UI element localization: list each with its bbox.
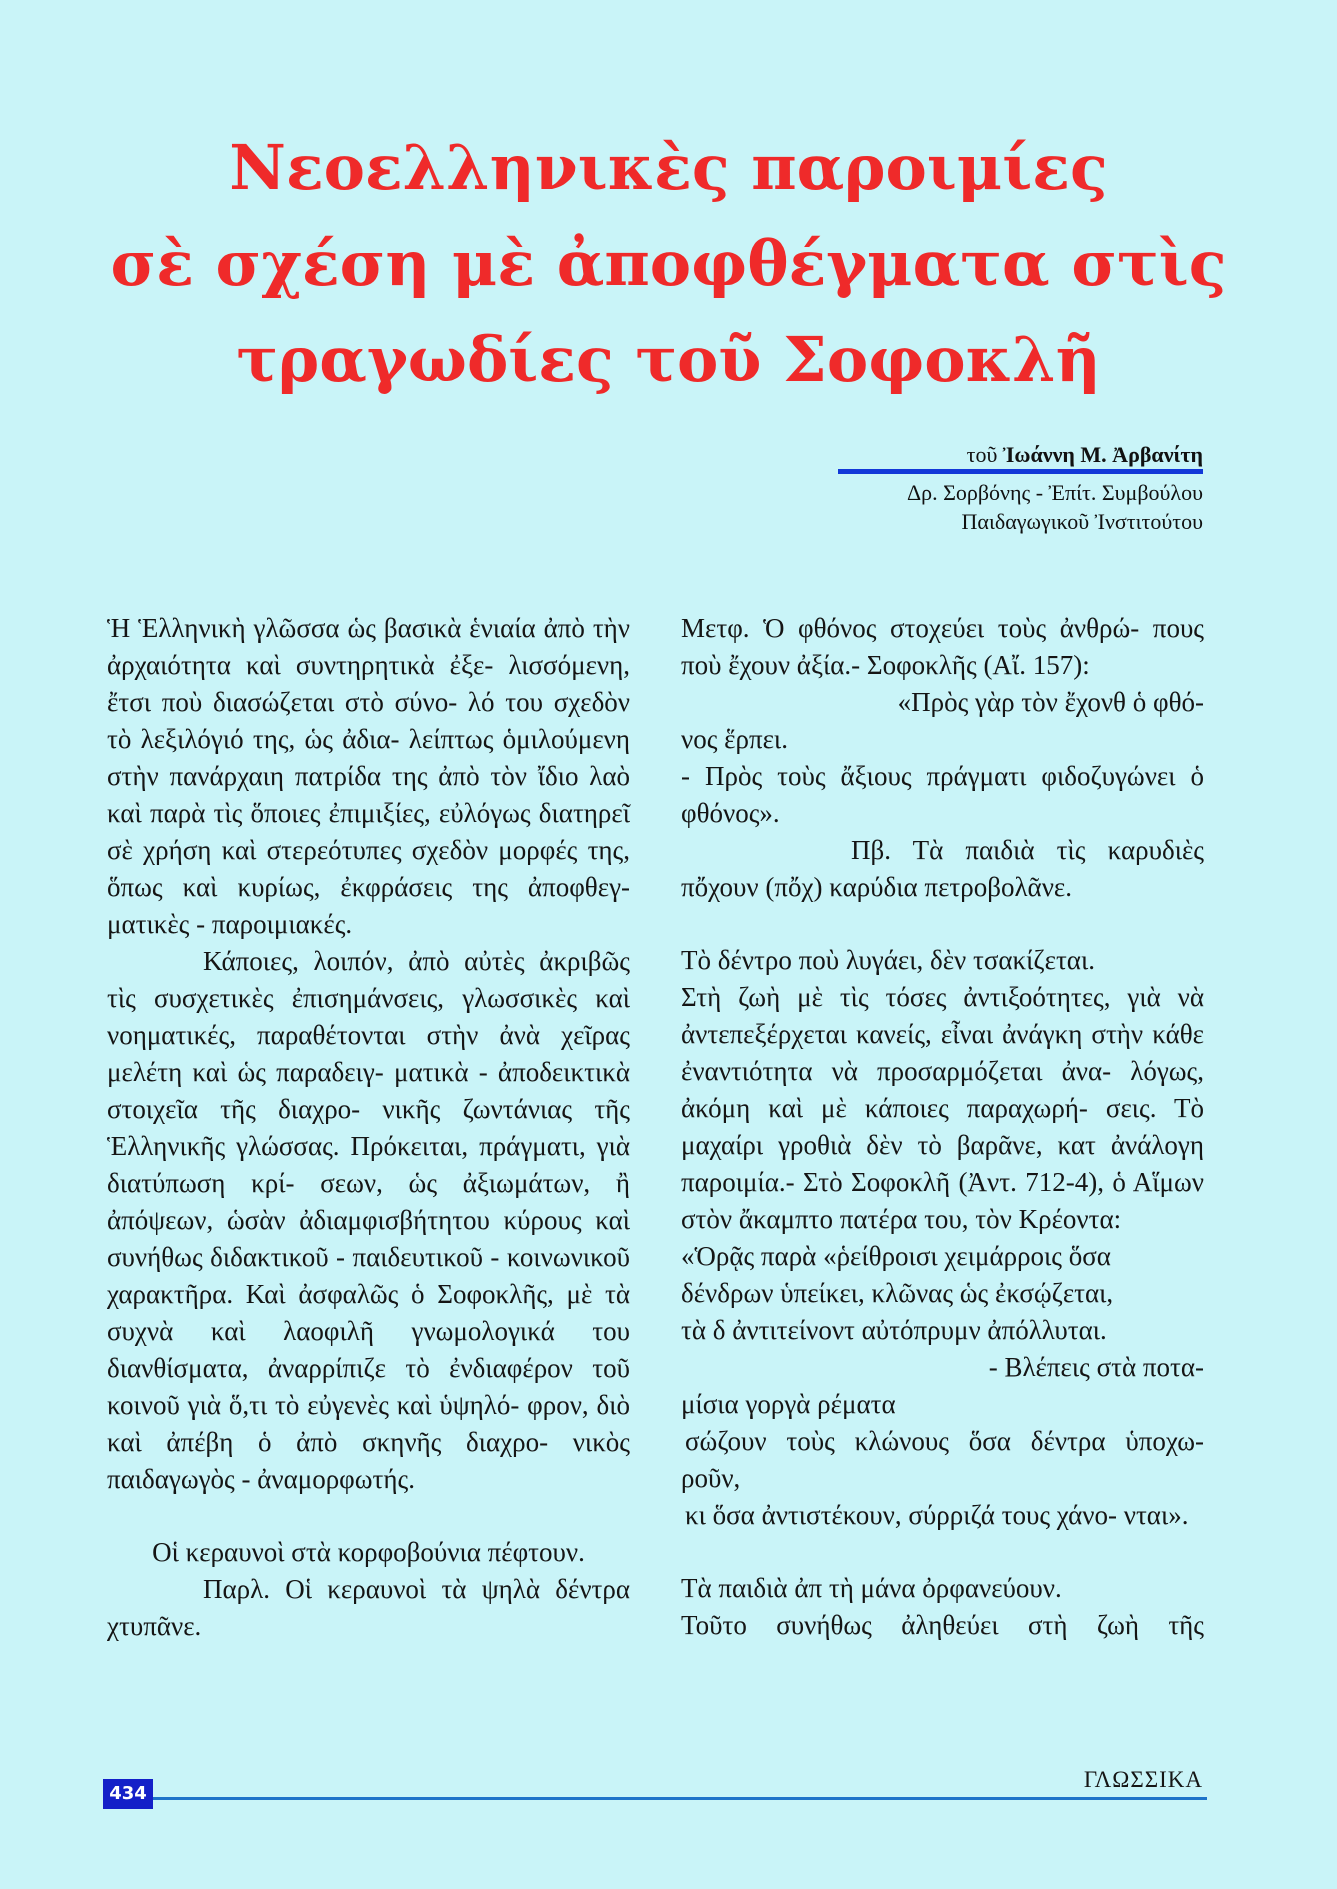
translation-1: Μετφ. Ὁ φθόνος στοχεύει τοὺς ἀνθρώ- πους ποὺ ἔχουν ἀξία.- Σοφοκλῆς (Αἴ. 157): [681,613,1204,680]
proverb-heading-3: Τὰ παιδιὰ ἀπ τὴ μάνα ὀρφανεύουν. [681,1573,1062,1603]
quote-2-line-2: δένδρων ὑπείκει, κλῶνας ὡς ἐκσῴζεται, [681,1278,1114,1308]
proverb-heading-1: Οἱ κεραυνοὶ στὰ κορφοβούνια πέφτουν. [152,1537,585,1567]
quote-2-translation-3: σώζουν τοὺς κλώνους ὅσα δέντρα ὑποχω- ροῦν, [681,1426,1204,1493]
footer-rule [105,1797,1207,1800]
quote-1-line-2: νος ἕρπει. [681,724,788,754]
right-column [681,610,1204,1644]
byline [907,440,1203,536]
paragraph-orphans: Τοῦτο συνήθως ἀληθεύει στὴ ζωὴ τῆς [681,1610,1204,1640]
article-title [0,120,1337,408]
parallel-proverb: Πβ. Τὰ παιδιὰ τὶς καρυδιὲς πὄχουν (πὄχ) καρύδια πετροβολᾶνε. [681,835,1204,902]
author-underline [838,469,1203,474]
author-affiliation-2: Παιδαγωγικοῦ Ἰνστιτούτου [961,509,1203,534]
left-column [107,610,630,1645]
title-line-2: σὲ σχέση μὲ ἀποφθέγματα στὶς [110,227,1227,300]
paragraph-intro: Ἡ Ἑλληνικὴ γλῶσσα ὡς βασικὰ ἑνιαία ἀπὸ τὴν ἀρχαιότητα καὶ συντηρητικὰ ἐξε- λισσόμενη, ἔτσι ποὺ διασώζεται στὸ σύνο- λό του σχεδὸν τὸ λεξιλόγιό της, ὡς ἀδια- λείπτως ὁμιλούμενη στὴν πανάρχαιη πατρίδα της ἀπὸ τὸν ἴδιο λαὸ καὶ παρὰ τὶς ὅποιες ἐπιμιξίες, εὐλόγως διατηρεῖ σὲ χρήση καὶ στερεότυπες σχεδὸν μορφές της, ὅπως καὶ κυρίως, ἐκφράσεις της ἀποφθεγ- ματικὲς - παροιμιακές. [107,613,630,939]
page-number-badge: 434 [103,1779,153,1809]
author-affiliation-1: Δρ. Σορβόνης - Ἐπίτ. Συμβούλου [906,480,1203,505]
title-line-1: Νεοελληνικὲς παροιμίες [229,131,1108,204]
title-line-3: τραγωδίες τοῦ Σοφοκλῆ [236,323,1101,396]
proverb-parallel-1: Παρλ. Οἱ κεραυνοὶ τὰ ψηλὰ δέντρα χτυπᾶνε. [107,1574,630,1641]
quote-2-translation-2: μίσια γοργὰ ρέματα [681,1389,896,1419]
quote-2-translation-4: κι ὅσα ἀντιστέκουν, σύρριζά τους χάνο- νται». [685,1500,1189,1530]
paragraph-second: Κάποιες, λοιπόν, ἀπὸ αὐτὲς ἀκριβῶς τὶς συσχετικὲς ἐπισημάνσεις, γλωσσικὲς καὶ νοηματικές, παραθέτονται στὴν ἀνὰ χεῖρας μελέτη καὶ ὡς παραδειγ- ματικὰ - ἀποδεικτικὰ στοιχεῖα τῆς διαχρο- νικῆς ζωντάνιας τῆς Ἑλληνικῆς γλώσσας. Πρόκειται, πράγματι, γιὰ διατύπωση κρί- σεων, ὡς ἀξιωμάτων, ἢ ἀπόψεων, ὡσὰν ἀδιαμφισβήτητου κύρους καὶ συνήθως διδακτικοῦ - παιδευτικοῦ - κοινωνικοῦ χαρακτῆρα. Καὶ ἀσφαλῶς ὁ Σοφοκλῆς, μὲ τὰ συχνὰ καὶ λαοφιλῆ γνωμολογικά του διανθίσματα, ἀναρρίπιζε τὸ ἐνδιαφέρον τοῦ κοινοῦ γιὰ ὅ,τι τὸ εὐγενὲς καὶ ὑψηλό- φρον, διὸ καὶ ἀπέβη ὁ ἀπὸ σκηνῆς διαχρο- νικὸς παιδαγωγὸς - ἀναμορφωτής. [107,946,630,1494]
proverb-heading-2: Τὸ δέντρο ποὺ λυγάει, δὲν τσακίζεται. [681,945,1095,975]
quote-2-line-1: «Ὁρᾷς παρὰ «ῥείθροισι χειμάρροις ὅσα [681,1241,1111,1271]
journal-name: ΓΛΩΣΣΙΚΑ [1083,1767,1203,1792]
quote-2-line-3: τὰ δ ἀντιτείνοντ αὐτόπρυμν ἀπόλλυται. [681,1315,1107,1345]
quote-1-translation: - Πρὸς τοὺς ἄξιους πράγματι φιδοζυγώνει ὁ φθόνος». [681,761,1204,828]
quote-2-translation-1: - Βλέπεις στὰ ποτα- [988,1352,1204,1382]
author-prefix: τοῦ [966,442,1003,467]
author-line [907,440,1203,470]
author-name: Ἰωάννη Μ. Ἀρβανίτη [1002,442,1203,467]
quote-1-line-1: «Πρὸς γὰρ τὸν ἔχονθ ὁ φθό- [897,687,1204,717]
paragraph-tree: Στὴ ζωὴ μὲ τὶς τόσες ἀντιξοότητες, γιὰ νὰ ἀντεπεξέρχεται κανείς, εἶναι ἀνάγκη στὴν κάθε ἐναντιότητα νὰ προσαρμόζεται ἀνα- λόγως, ἀκόμη καὶ μὲ κάποιες παραχωρή- σεις. Τὸ μαχαίρι γροθιὰ δὲν τὸ βαρᾶνε, κατ ἀνάλογη παροιμία.- Στὸ Σοφοκλῆ (Ἀντ. 712-4), ὁ Αἵμων στὸν ἄκαμπτο πατέρα του, τὸν Κρέοντα: [681,982,1204,1234]
